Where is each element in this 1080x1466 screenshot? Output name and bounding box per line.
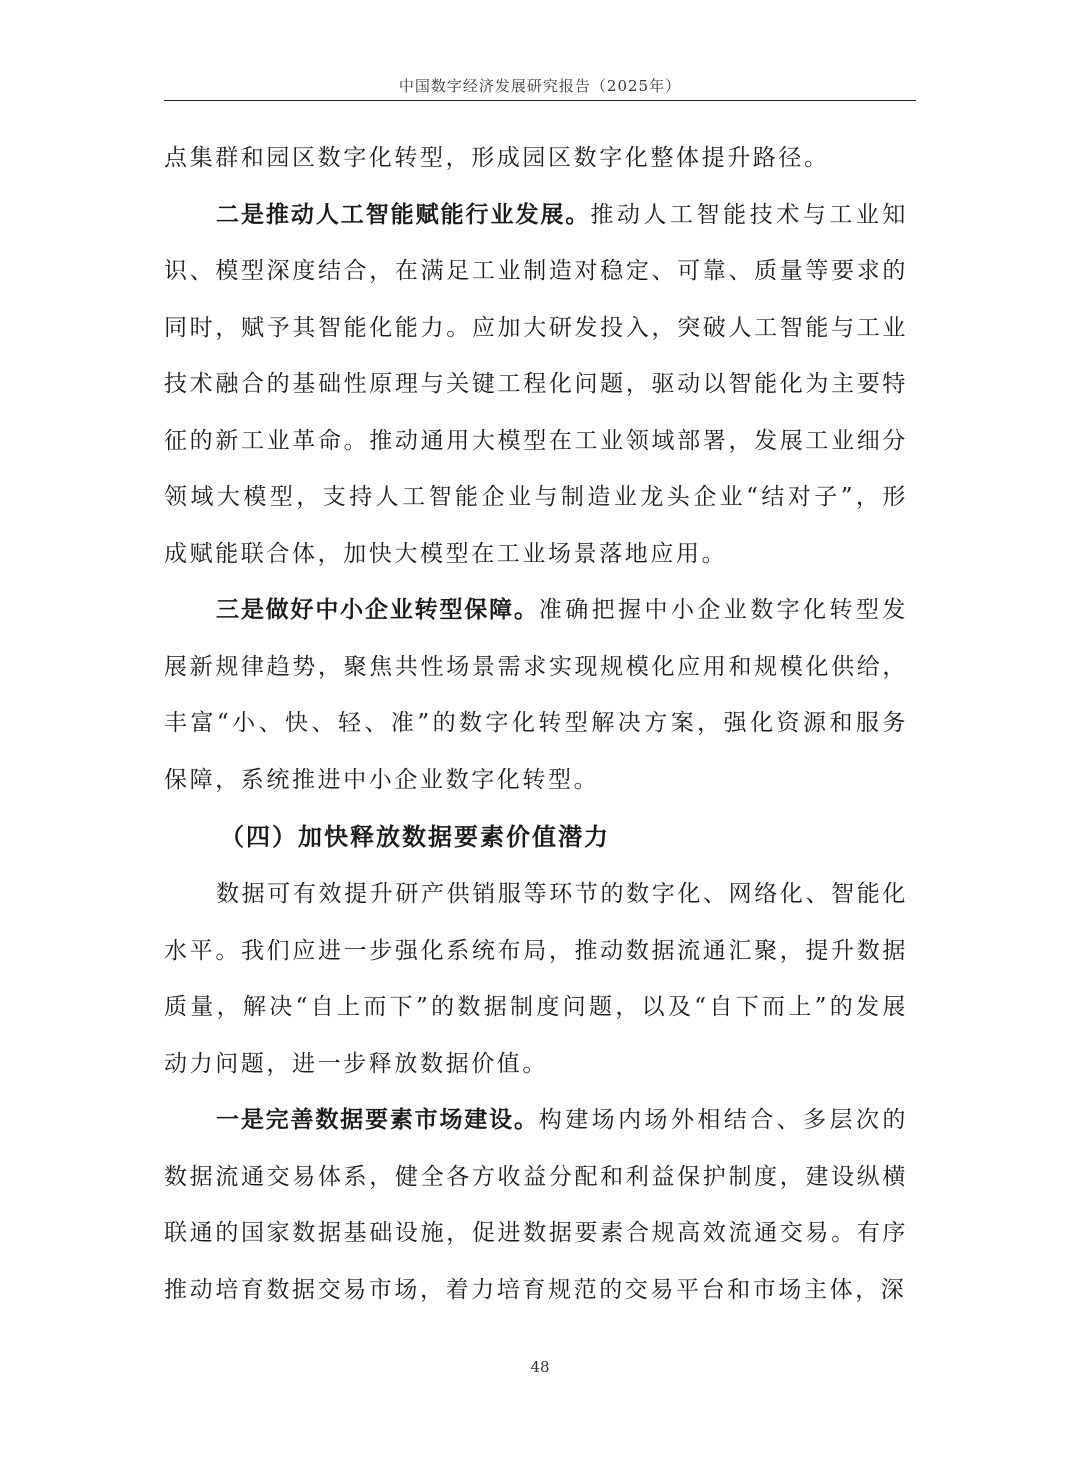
paragraph-data-value: 数据可有效提升研产供销服等环节的数字化、网络化、智能化水平。我们应进一步强化系统布局，推动数据流通汇聚，提升数据质量，解决“自上而下”的数据制度问题，以及“自下而上”的发展动力问题，进一步释放数据价值。 — [164, 881, 908, 1077]
paragraph-text: 构建场内场外相结合、多层次的数据流通交易体系，健全各方收益分配和利益保护制度，建设纵横联通的国家数据基础设施，促进数据要素合规高效流通交易。有序推动培育数据交易市场，着力培育规范的交易平台和市场主体，深 — [164, 1107, 908, 1303]
running-header: 中国数字经济发展研究报告（2025年） — [398, 77, 682, 95]
paragraph-text: 准确把握中小企业数字化转型发展新规律趋势，聚焦共性场景需求实现规模化应用和规模化供给，丰富“小、快、轻、准”的数字化转型解决方案，强化资源和服务保障，系统推进中小企业数字化转型。 — [164, 597, 908, 793]
section-heading: （四）加快释放数据要素价值潜力 — [220, 823, 610, 851]
header-divider — [164, 100, 916, 101]
page-number: 48 — [530, 1358, 550, 1376]
paragraph-data-market — [164, 1092, 908, 1318]
paragraph-ai-empowerment — [164, 187, 908, 583]
body-text — [164, 130, 908, 1318]
paragraph-lead: 二是推动人工智能赋能行业发展。 — [216, 201, 591, 228]
paragraph-lead: 一是完善数据要素市场建设。 — [216, 1107, 539, 1133]
paragraph-lead: 三是做好中小企业转型保障。 — [216, 597, 539, 623]
paragraph-text: 推动人工智能技术与工业知识、模型深度结合，在满足工业制造对稳定、可靠、质量等要求的同时，赋予其智能化能力。应加大研发投入，突破人工智能与工业技术融合的基础性原理与关键工程化问题，驱动以智能化为主要特征的新工业革命。推动通用大模型在工业领域部署，发展工业细分领域大模型，支持人工智能企业与制造业龙头企业“结对子”，形成赋能联合体，加快大模型在工业场景落地应用。 — [164, 201, 909, 567]
paragraph-continuation: 点集群和园区数字化转型，形成园区数字化整体提升路径。 — [164, 145, 830, 171]
paragraph-sme-transformation — [164, 582, 908, 808]
